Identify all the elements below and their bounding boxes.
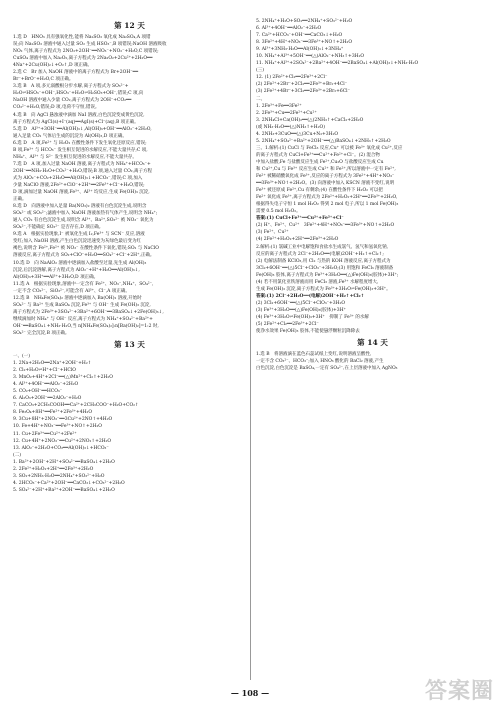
text-line: 一定不含 CO₃²⁻、SiO₃²⁻,可能含有 Al³⁺、Cl⁻,A 项正确。 — [13, 288, 130, 294]
text-line: 2. Cl₂+H₂O⇌H⁺+Cl⁻+HClO — [13, 368, 76, 374]
text-line: 5. 2NH₄⁺+SO₄²⁻+Ba²⁺+2OH⁻══(△)BaSO₄↓+2NH₃↑+2H₂O — [256, 138, 391, 144]
watermark-logo: 答案圈 — [424, 679, 494, 704]
text-line: 2. 2Fe²⁺+H₂O₂+2H⁺══2Fe³⁺+2H₂O — [13, 466, 94, 472]
text-line: 一、(一) — [13, 354, 31, 360]
text-line: 2OH⁻══NH₃·H₂O+CO₃²⁻+H₂O,错误;B 项,通入过量 CO₂,离子方程 — [13, 168, 153, 174]
text-line: 通入 CO₂ 有白色沉淀生成,说明含 Al³⁺、Ba²⁺,SO₃²⁻ 被 NO₃⁻ 氧化为 — [13, 218, 154, 224]
text-line: (4) Fe³⁺+3H₂O⇌Fe(OH)₃+3H⁺ 抑制了 Fe³⁺ 的水解 — [256, 314, 369, 320]
text-line: SO₄²⁻ 或 SO₃²⁻;滤液中加入 NaOH 溶液加热有气体产生,说明含 NH₄⁺; — [13, 211, 158, 217]
text-line: (2) 3Cl₂+6OH⁻══(△)5Cl⁻+ClO₃⁻+3H₂O — [256, 300, 346, 306]
text-line: 三、1.解析:(1) CuCl 与 FeCl₃ 反应,Cu⁺ 可以被 Fe³⁺ 氧化成 Cu²⁺,反应 — [256, 145, 403, 151]
text-line: 沉淀,后沉淀溶解,离子方程式为 AlO₂⁻+H⁺+H₂O══Al(OH)₃↓, — [13, 267, 140, 273]
text-line: 8. Fe₃O₄+8H⁺══Fe²⁺+2Fe³⁺+4H₂O — [13, 410, 93, 416]
text-line: 2.解析:(1) 氯碱工业中电解饱和食盐水生成氯气、氢气和氢氧化钠, — [256, 244, 389, 250]
text-line: 反应的离子方程式为 2Cl⁻+2H₂O══(电解)2OH⁻+H₂↑+Cl₂↑; — [256, 251, 384, 257]
text-line: 11.选 A 根据实验现象,溶液中一定含有 Fe²⁺、NO₃⁻,NH₄⁺、SO₄²⁻, — [13, 281, 154, 287]
text-line: 8.选 D 向溶液中加入足量 Ba(NO₃)₂ 溶液有白色沉淀生成,说明含 — [13, 204, 147, 210]
page-number: — 108 — — [230, 688, 270, 698]
text-line: (3) Fe²⁺、Cu²⁺ — [256, 230, 289, 236]
text-line: NO₂ 气体,离子方程式为 2NO₂+2OH⁻══NO₃⁻+NO₂⁻+H₂O,C 项错误; — [13, 49, 159, 55]
text-line: 3. MnO₂+4H⁺+2Cl⁻══(△)Mn²⁺+Cl₂↑+2H₂O — [13, 375, 113, 381]
text-line: CO₃²⁻+H₂O,错误;D 项,电荷不守恒,错误。 — [13, 105, 100, 111]
text-line: 3Cl₂+6OH⁻══(△)5Cl⁻+ClO₃⁻+3H₂O;(3) 用饱和 FeCl₃ 溶液制备 — [256, 265, 394, 271]
text-line: SO₄²⁻,不能确定 SO₃²⁻ 是否存在,D 项正确。 — [13, 225, 104, 231]
text-line: Fe³⁺ 被还原成 Fe²⁺,Cu 有剩余;(4) 在酸性条件下 H₂O₂ 可以把 — [256, 188, 383, 194]
day-14-answers — [256, 351, 489, 372]
text-line: 12. (1) 2Fe²⁺+Cl₂══2Fe³⁺+2Cl⁻ — [256, 75, 328, 81]
right-column — [256, 18, 489, 372]
text-line: 2. 2Fe³⁺+Cu══2Fe²⁺+Cu²⁺ — [256, 110, 317, 116]
section-three-explanations — [256, 145, 489, 335]
text-line: 1. 2Fe³⁺+Fe══3Fe²⁺ — [256, 103, 302, 109]
text-line: 11. NH₄⁺+Al³⁺+2SO₄²⁻+2Ba²⁺+4OH⁻══2BaSO₄↓+Al(OH)₃↓+NH₃·H₂O — [256, 61, 419, 67]
day-13-answers-continued — [256, 18, 489, 145]
text-line: Fe²⁺ 氧化成 Fe³⁺,离子方程式为 2Fe²⁺+H₂O₂+2H⁺══2Fe³⁺+2H₂O, — [256, 195, 398, 201]
text-line: 少量 NaClO 溶液,2Fe²⁺+ClO⁻+2H⁺══2Fe³⁺+Cl⁻+H₂O,错误; — [13, 182, 145, 188]
text-line: 白色沉淀,白色沉淀是 BaSO₄,一定有 SO₄²⁻,在上层溶液中加入 AgNO₃ — [256, 366, 398, 372]
text-line: 正确。 — [13, 197, 27, 203]
text-line: SO₄²⁻ 与 Ba²⁺ 生成 BaSO₄ 沉淀,Fe³⁺ 与 OH⁻ 生成 Fe(OH)₃ 沉淀, — [13, 302, 151, 308]
text-line: Al(OH)₃+3H⁺══Al³⁺+3H₂O,D 项正确。 — [13, 274, 99, 280]
text-line: 褐色,说明含 Fe²⁺,Fe²⁺ 被 NO₃⁻ 在酸性条件下氧化,错误;SO₂ 与 NaClO — [13, 246, 159, 252]
day-13-heading: 第 13 天 — [114, 340, 145, 350]
text-line: 1. Ba²⁺+2OH⁻+2H⁺+SO₄²⁻══BaSO₄↓+2H₂O — [13, 459, 115, 465]
text-line: 5.选 D Al³⁺+3OH⁻══Al(OH)₃↓,Al(OH)₃+OH⁻══AlO₂⁻+2H₂O, — [13, 126, 152, 132]
text-line: B 项,Fe³⁺ 与 HCO₃⁻ 发生相互促进的水解反应,不能大量共存;C 项, — [13, 147, 148, 153]
text-line: 误;向 Na₂SO₃ 溶液中通入过量 SO₂ 生成 HSO₃⁻,B 项错误;NaOH 溶液吸收 — [13, 42, 167, 48]
text-line: D 项,滴加过量 NaOH 溶液,Fe³⁺、Al³⁺ 均反应,生成 Fe(OH)₃ 沉淀, — [13, 190, 150, 196]
text-line: 10. Fe+4H⁺+NO₃⁻══Fe³⁺+NO↑+2H₂O — [13, 424, 102, 430]
text-line: CuSO₄ 溶液中加入 Na₂O₂,离子方程式为 2Na₂O₂+2Cu²⁺+2H₂O══ — [13, 56, 153, 62]
text-line: 5. 2NH₄⁺+H₂O+SO₂══2NH₄⁺+SO₃²⁻+H₂O — [256, 19, 353, 24]
text-line: Br⁻+BrO⁻+H₂O,C 项正确。 — [13, 77, 74, 83]
text-line: 继续滴加时 NH₄⁺ 与 OH⁻ 反应,离子方程式为 NH₄⁺+SO₄²⁻+Ba²⁺+ — [13, 316, 153, 322]
text-line: 1. 2Na+2H₂O══2Na⁺+2OH⁻+H₂↑ — [13, 361, 92, 367]
text-line: 离子方程式为 AgCl(s)+I⁻(aq)══AgI(s)+Cl⁻(aq),B 项正确。 — [13, 119, 139, 125]
text-line: 5. CO₂+OH⁻══HCO₃⁻ — [13, 389, 63, 395]
text-line: 7. CaCO₃+2CH₃COOH══Ca²⁺+2CH₃COO⁻+H₂O+CO₂↑ — [13, 403, 139, 409]
text-line: 变红;加入 NaOH 溶液,产生白色沉淀迅速变为灰绿色最后变为红 — [13, 239, 142, 245]
text-line: 4.选 B 向 AgCl 悬浊液中滴加 NaI 溶液,白色沉淀变成黄色沉淀, — [13, 112, 145, 118]
text-line: 4. Al³⁺+4OH⁻══AlO₂⁻+2H₂O — [13, 382, 79, 388]
text-line: 12.选 B NH₄Fe(SO₄)₂ 溶液中逐滴加入 Ba(OH)₂ 溶液,开始时 — [13, 295, 142, 301]
text-line: 答案:(1) CuCl+Fe³⁺══Cu²⁺+Fe²⁺+Cl⁻ — [256, 216, 344, 222]
text-line: (三) — [256, 68, 265, 74]
text-line: 7.选 D A 项,加入过量 NaOH 溶液,离子方程式为 NH₄⁺+HCO₃⁻+ — [13, 161, 151, 167]
text-line: 生成 Fe(OH)₃ 沉淀,离子方程式为 Fe³⁺+3H₂O⇌Fe(OH)₃+3H⁺。 — [256, 286, 391, 292]
text-line: SO₄²⁻ 完全沉淀,B 项正确。 — [13, 330, 70, 336]
text-line: 1.选 B 将溶液滴在蓝色石蕊试纸上变红,说明溶液呈酸性, — [256, 352, 372, 358]
text-line: 溶液反应,离子方程式为 SO₂+ClO⁻+H₂O══SO₄²⁻+Cl⁻+2H⁺,正确。 — [13, 253, 155, 259]
text-line: NH₄⁺、Al³⁺ 与 S²⁻ 发生相互促进的水解反应,不能大量共存。 — [13, 154, 137, 160]
text-line: 11. Cu+2Fe³⁺══Cu²⁺+2Fe²⁺ — [13, 431, 77, 437]
text-line: OH⁻══BaSO₄↓+NH₃·H₂O,当 n[NH₄Fe(SO₄)₂]:n[Ba(OH)₂]=1:2 时, — [13, 323, 159, 329]
text-line: 4Na⁺+2Cu(OH)₂↓+O₂↑,D 项正确。 — [13, 63, 93, 69]
text-line: (二) — [13, 452, 22, 458]
text-line: 通入足量 CO₂ 气体后生成的沉淀为 Al(OH)₃,D 项正确。 — [13, 133, 127, 139]
text-line: 6. Al₂O₃+2OH⁻══2AlO₂⁻+H₂O — [13, 396, 82, 402]
left-column — [13, 18, 246, 494]
text-line: 3.选 B A 项,多元弱酸根分步水解,离子方程式为 SO₃²⁻+ — [13, 84, 129, 90]
text-line: (或 NH₃·H₂O══(△)NH₃↑+H₂O) — [256, 124, 325, 130]
day-12-heading: 第 12 天 — [114, 21, 145, 30]
text-line: 中加入盐酸,Fe 与盐酸反应生成 Fe²⁺,Cu₂O 与盐酸反应生成 Cu — [256, 159, 384, 165]
text-line: 6. Al³⁺+4OH⁻══AlO₂⁻+2H₂O — [256, 26, 322, 32]
text-line: 7. Ca²⁺+HCO₃⁻+OH⁻══CaCO₃↓+H₂O — [256, 33, 343, 39]
text-line: (2) 电解法制备 KClO₃,用 Cl₂ 与热的 KOH 溶液反应,离子方程式为 — [256, 258, 391, 264]
text-line: 1.选 D HNO₃ 具有强氧化性,能将 Na₂SO₃ 氧化成 Na₂SO₄,A 项错 — [13, 35, 151, 40]
text-line: 12. Cu+4H⁺+2NO₃⁻══Cu²⁺+2NO₂↑+2H₂O — [13, 438, 112, 444]
text-line: 二、 — [256, 96, 265, 102]
text-line: 4. 2NH₃+3CuO══(△)3Cu+N₂+3H₂O — [256, 131, 339, 137]
text-line: 离子方程式为 2Fe³⁺+3SO₄²⁻+3Ba²⁺+6OH⁻══3BaSO₄↓+2Fe(OH)₃↓, — [13, 309, 164, 315]
text-line: 根据得失电子守恒 1 mol H₂O₂ 得到 2 mol 电子,所以 1 mol Fe(OH)₃ — [256, 202, 399, 208]
text-line: NaOH 溶液中通入少量 CO₂,离子方程式为 2OH⁻+CO₂══ — [13, 98, 132, 104]
text-line: 13. AlO₂⁻+2H₂O+CO₂══Al(OH)₃↓+HCO₃⁻ — [13, 445, 109, 451]
text-line: H₂O⇌HSO₃⁻+OH⁻,HSO₃⁻+H₂O⇌H₂SO₃+OH⁻,错误;C 项,向 — [13, 91, 144, 97]
text-line: 的离子方程式为 CuCl+Fe³⁺══Cu²⁺+Fe²⁺+Cl⁻。(2) 混合物 — [256, 152, 380, 158]
text-line: (3) 2Fe²⁺+4Br⁻+3Cl₂══2Fe³⁺+2Br₂+6Cl⁻ — [256, 89, 350, 95]
text-line: 式为 AlO₂⁻+CO₂+2H₂O══Al(OH)₃↓+HCO₃⁻,错误;C 项,加入 — [13, 175, 143, 181]
text-line: (2) 2Fe²⁺+2Br⁻+2Cl₂══2Fe³⁺+Br₂+4Cl⁻ — [256, 82, 348, 88]
text-line: 8. 3Fe²⁺+4H⁺+NO₃⁻══3Fe³⁺+NO↑+2H₂O — [256, 40, 353, 46]
text-line: (4) 若不用氯化亚铁溶液而用 FeCl₃ 溶液,Fe³⁺ 水解程度增大, — [256, 279, 379, 285]
text-line: (4) 2Fe²⁺+H₂O₂+2H⁺══2Fe³⁺+2H₂O — [256, 237, 339, 243]
text-line: 答案:(1) 2Cl⁻+2H₂O══(电解)2OH⁻+H₂↑+Cl₂↑ — [256, 293, 365, 299]
text-line: 使净水效果 Fe(OH)₃ 胶体,不能使悬浮颗粒沉降除去 — [256, 329, 360, 335]
column-divider — [250, 30, 251, 680]
text-line: 一定不含 CO₃²⁻、HCO₃⁻;加入 HNO₃ 酸化的 BaCl₂ 溶液,产生 — [256, 359, 384, 365]
text-line: 4. 2HCO₃⁻+Ca²⁺+2OH⁻══CaCO₃↓+CO₃²⁻+2H₂O — [13, 480, 125, 486]
text-line: (5) 2Fe²⁺+Cl₂══2Fe³⁺+2Cl⁻ — [256, 322, 319, 328]
day-13-answers — [13, 353, 246, 494]
text-line: 需要 0.5 mol H₂O₂。 — [256, 209, 301, 215]
text-line: 9. Al³⁺+3NH₃·H₂O══Al(OH)₃↓+3NH₄⁺ — [256, 47, 344, 53]
text-line: 10.选 D 向 NaAlO₂ 溶液中逐滴加入盐酸至过量,先生成 Al(OH)₃ — [13, 260, 147, 266]
text-line: 3. 2NH₄Cl+Ca(OH)₂══(△)2NH₃↑+CaCl₂+2H₂O — [256, 117, 364, 123]
text-line: 5. SO₄²⁻+2H⁺+Ba²⁺+2OH⁻══BaSO₄↓+2H₂O — [13, 487, 115, 493]
text-line: 9. 3Cu+8H⁺+2NO₃⁻══3Cu²⁺+2NO↑+4H₂O — [13, 417, 113, 423]
text-line: 和 Cu²⁺,Cu 与 Fe³⁺ 反应生成 Cu²⁺ 和 Fe²⁺,所以溶液中一定有 Fe²⁺, — [256, 166, 396, 172]
text-line: Fe(OH)₃ 胶体,离子方程式为 Fe³⁺+3H₂O══(△)Fe(OH)₃(胶体)+3H⁺; — [256, 272, 399, 278]
text-line: ══3Fe³⁺+NO↑+2H₂O。(3) 向溶液中加入 KSCN 溶液不变红,说明 — [256, 181, 395, 187]
text-line: 10. NH₄⁺+Al³⁺+5OH⁻══(△)AlO₂⁻+NH₃↑+3H₂O — [256, 54, 365, 60]
text-line: 3. SO₂+2NH₃·H₂O══2NH₄⁺+SO₃²⁻+H₂O — [13, 473, 105, 479]
day-12-answers — [13, 34, 246, 337]
text-line: (3) Fe³⁺+3H₂O══(△)Fe(OH)₃(胶体)+3H⁺ — [256, 307, 346, 313]
text-line: 6.选 D A 项,Fe²⁺ 与 H₂O₂ 在酸性条件下发生氧化还原反应,错误; — [13, 140, 147, 146]
text-line: 2.选 C Br 加入 NaOH 溶液中的离子方程式为 Br+2OH⁻══ — [13, 70, 139, 76]
text-line: 9.选 A 根据实验现象,I⁻ 被氧化生成 I₂,Fe³⁺ 与 SCN⁻ 反应,溶液 — [13, 232, 145, 238]
text-line: (2) H⁺、Fe²⁺、Cu²⁺ 3Fe²⁺+4H⁺+NO₃⁻══3Fe³⁺+NO↑+2H₂O — [256, 223, 395, 229]
text-line: Fe²⁺ 被稀硝酸氧化成 Fe³⁺,反应的离子方程式为 3Fe²⁺+4H⁺+NO₃⁻ — [256, 174, 395, 180]
day-14-heading: 第 14 天 — [357, 338, 388, 348]
